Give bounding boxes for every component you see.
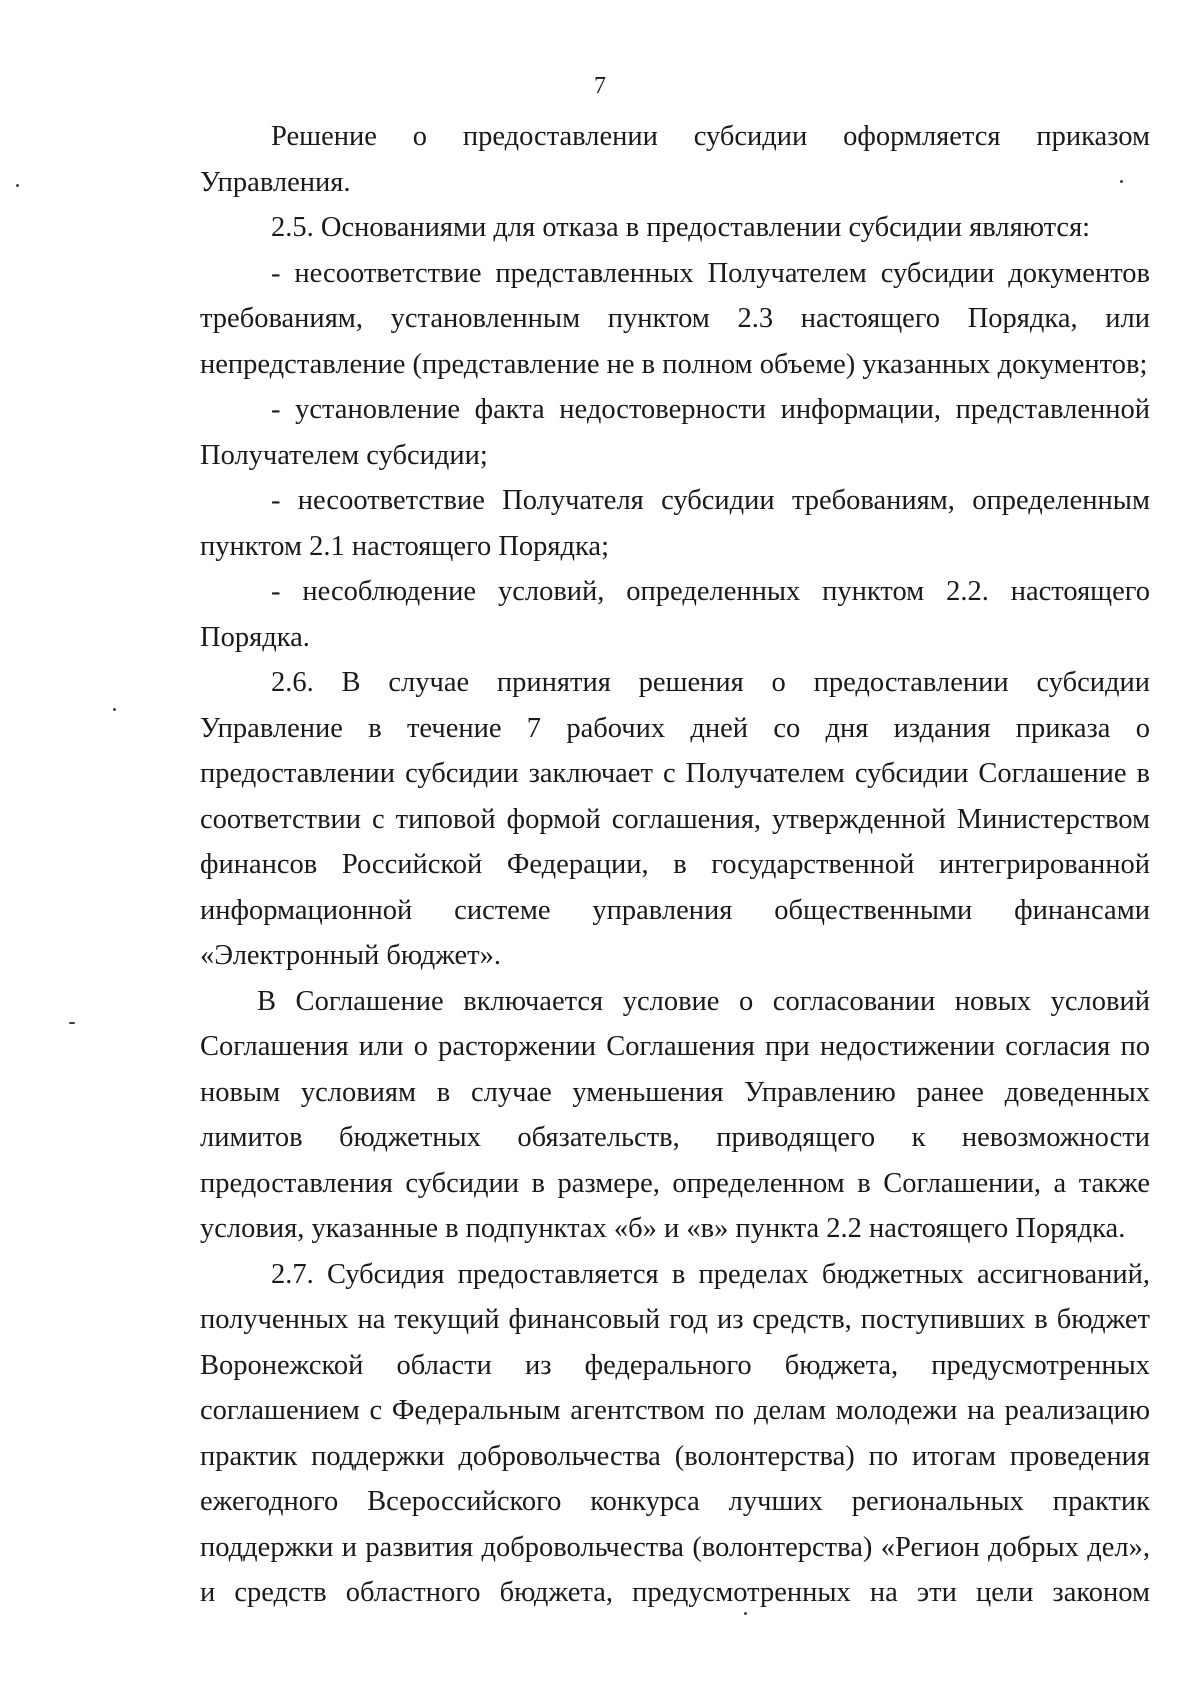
paragraph-2-6-agreement: 2.6. В случае принятия решения о предоставлении субсидии Управление в течение 7 рабочих дней со дня издания приказа о предоставлении субсидии заключает с Получателем субсидии Соглашение в соответствии с типовой формой соглашения, утвержденной Министерством финансов Российской Федерации, в государственной интегрированной информационной системе управления общественными финансами «Электронный бюджет». [200,667,1150,971]
list-item-documents-noncompliance: - несоответствие представленных Получателем субсидии документов требованиям, установленным пунктом 2.3 настоящего Порядка, или непредставление (представление не в полном объеме) указанных документов; [200,257,1150,380]
paragraph-2-5-refusal-grounds: 2.5. Основаниями для отказа в предоставлении субсидии являются: [271,212,1091,243]
list-item-conditions-nonobservance: - несоблюдение условий, определенных пунктом 2.2. настоящего Порядка. [200,576,1150,653]
scan-speck [69,1022,75,1024]
list-item-recipient-noncompliance: - несоответствие Получателя субсидии требованиям, определенным пунктом 2.1 настоящего Порядка; [200,485,1150,562]
paragraph-agreement-conditions: В Соглашение включается условие о согласовании новых условий Соглашения или о расторжении Соглашения при недостижении согласия по новым условиям в случае уменьшения Управлению ранее доведенных лимитов бюджетных обязательств, приводящего к невозможности предоставления субсидии в размере, определенном в Соглашении, а также условия, указанные в подпунктах «б» и «в» пункта 2.2 настоящего Порядка. [200,985,1150,1244]
paragraph-2-7-subsidy-limits: 2.7. Субсидия предоставляется в пределах бюджетных ассигнований, полученных на текущий финансовый год из средств, поступивших в бюджет Воронежской области из федерального бюджета, предусмотренных соглашением с Федеральным агентством по делам молодежи на реализацию практик поддержки добровольчества (волонтерства) по итогам проведения ежегодного Всероссийского конкурса лучших региональных практик поддержки и развития добровольчества (волонтерства) «Регион добрых дел», и средств областного бюджета, предусмотренных на эти цели законом [200,1258,1150,1608]
scan-speck [113,708,116,711]
list-item-false-information: - установление факта недостоверности информации, представленной Получателем субсидии; [200,394,1150,471]
scan-speck [16,184,19,187]
paragraph-decision-order: Решение о предоставлении субсидии оформляется приказом Управления. [200,121,1150,198]
page-number: 7 [594,73,606,99]
document-body [200,114,1150,1616]
